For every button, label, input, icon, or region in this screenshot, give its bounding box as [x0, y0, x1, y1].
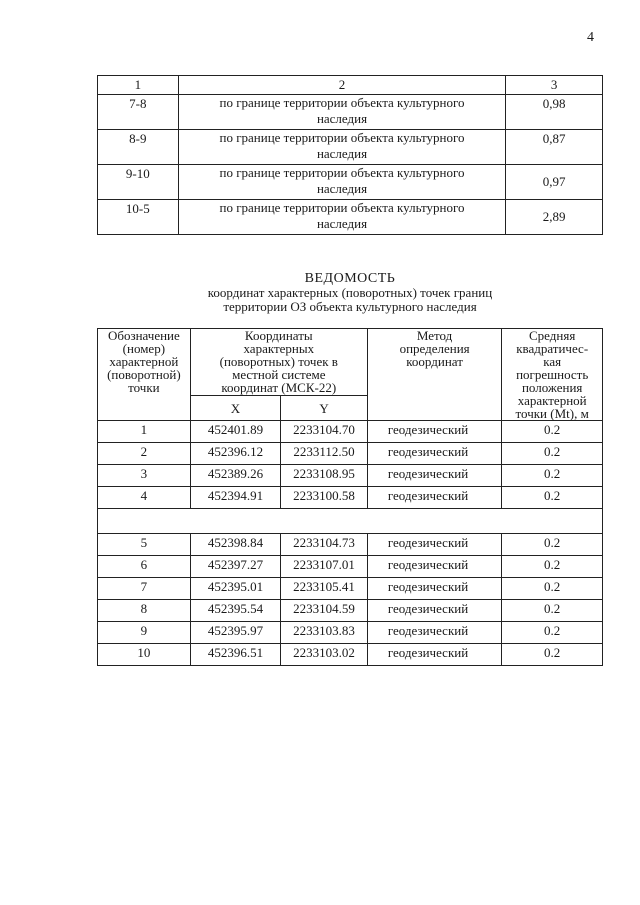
segment-cell: 10-5 [98, 200, 179, 235]
table-row [98, 578, 603, 600]
error-cell: 0.2 [502, 534, 603, 556]
table-row [98, 95, 603, 130]
description-cell: по границе территории объекта культурного наследия [178, 130, 506, 165]
error-cell: 0.2 [502, 556, 603, 578]
point-number-cell: 3 [98, 465, 191, 487]
coordinates-table [97, 328, 603, 666]
y-cell: 2233107.01 [281, 556, 368, 578]
point-number-cell: 7 [98, 578, 191, 600]
x-cell: 452395.01 [190, 578, 280, 600]
statement-title: ВЕДОМОСТЬ [304, 271, 396, 286]
point-number-cell: 10 [98, 644, 191, 666]
description-cell: по границе территории объекта культурного наследия [178, 200, 506, 235]
y-cell: 2233103.02 [281, 644, 368, 666]
column-number-2: 2 [178, 76, 506, 95]
description-cell: по границе территории объекта культурного наследия [178, 165, 506, 200]
x-header: X [190, 396, 280, 421]
length-cell: 0,87 [506, 130, 603, 165]
separator-cell [98, 509, 603, 534]
point-number-cell: 2 [98, 443, 191, 465]
length-cell: 0,97 [506, 165, 603, 200]
segment-cell: 7-8 [98, 95, 179, 130]
page-number: 4 [587, 30, 594, 45]
x-cell: 452395.97 [190, 622, 280, 644]
point-number-cell: 6 [98, 556, 191, 578]
error-cell: 0.2 [502, 578, 603, 600]
method-cell: геодезический [367, 443, 502, 465]
segment-cell: 9-10 [98, 165, 179, 200]
error-cell: 0.2 [502, 622, 603, 644]
error-cell: 0.2 [502, 465, 603, 487]
method-cell: геодезический [367, 622, 502, 644]
description-cell: по границе территории объекта культурного наследия [178, 95, 506, 130]
table-row [98, 622, 603, 644]
statement-subtitle-line-2: территории ОЗ объекта культурного наследия [223, 299, 477, 314]
y-cell: 2233104.70 [281, 421, 368, 443]
table-row [98, 644, 603, 666]
length-cell: 0,98 [506, 95, 603, 130]
table-header-row [98, 76, 603, 95]
method-cell: геодезический [367, 600, 502, 622]
x-cell: 452398.84 [190, 534, 280, 556]
table-row [98, 465, 603, 487]
y-cell: 2233100.58 [281, 487, 368, 509]
x-cell: 452389.26 [190, 465, 280, 487]
point-designation-header: Обозначение (номер) характерной (поворотной) точки [98, 329, 191, 421]
table-row [98, 534, 603, 556]
y-cell: 2233108.95 [281, 465, 368, 487]
table-row [98, 200, 603, 235]
table-row [98, 421, 603, 443]
boundary-segments-table [97, 75, 603, 235]
error-cell: 0.2 [502, 443, 603, 465]
statement-subtitle-line-1: координат характерных (поворотных) точек границ [207, 285, 493, 300]
y-cell: 2233104.59 [281, 600, 368, 622]
point-number-cell: 5 [98, 534, 191, 556]
method-cell: геодезический [367, 465, 502, 487]
error-cell: 0.2 [502, 644, 603, 666]
method-cell: геодезический [367, 534, 502, 556]
y-header: Y [281, 396, 368, 421]
point-number-cell: 8 [98, 600, 191, 622]
x-cell: 452396.51 [190, 644, 280, 666]
error-cell: 0.2 [502, 487, 603, 509]
y-cell: 2233112.50 [281, 443, 368, 465]
y-cell: 2233103.83 [281, 622, 368, 644]
method-cell: геодезический [367, 556, 502, 578]
x-cell: 452397.27 [190, 556, 280, 578]
point-number-cell: 1 [98, 421, 191, 443]
error-cell: 0.2 [502, 600, 603, 622]
y-cell: 2233104.73 [281, 534, 368, 556]
coordinates-header: Координаты характерных (поворотных) точек в местной системе координат (МСК-22) [190, 329, 367, 396]
point-number-cell: 4 [98, 487, 191, 509]
error-cell: 0.2 [502, 421, 603, 443]
method-cell: геодезический [367, 644, 502, 666]
separator-row [98, 509, 603, 534]
segment-cell: 8-9 [98, 130, 179, 165]
x-cell: 452395.54 [190, 600, 280, 622]
column-number-3: 3 [506, 76, 603, 95]
table-header-row [98, 329, 603, 396]
x-cell: 452394.91 [190, 487, 280, 509]
method-cell: геодезический [367, 578, 502, 600]
method-header: Метод определения координат [367, 329, 502, 421]
method-cell: геодезический [367, 421, 502, 443]
table-row [98, 165, 603, 200]
table-row [98, 556, 603, 578]
method-cell: геодезический [367, 487, 502, 509]
y-cell: 2233105.41 [281, 578, 368, 600]
length-cell: 2,89 [506, 200, 603, 235]
x-cell: 452396.12 [190, 443, 280, 465]
table-row [98, 443, 603, 465]
error-header: Средняя квадратичес- кая погрешность положения характерной точки (Mt), м [502, 329, 603, 421]
column-number-1: 1 [98, 76, 179, 95]
table-row [98, 600, 603, 622]
table-row [98, 130, 603, 165]
table-row [98, 487, 603, 509]
x-cell: 452401.89 [190, 421, 280, 443]
point-number-cell: 9 [98, 622, 191, 644]
